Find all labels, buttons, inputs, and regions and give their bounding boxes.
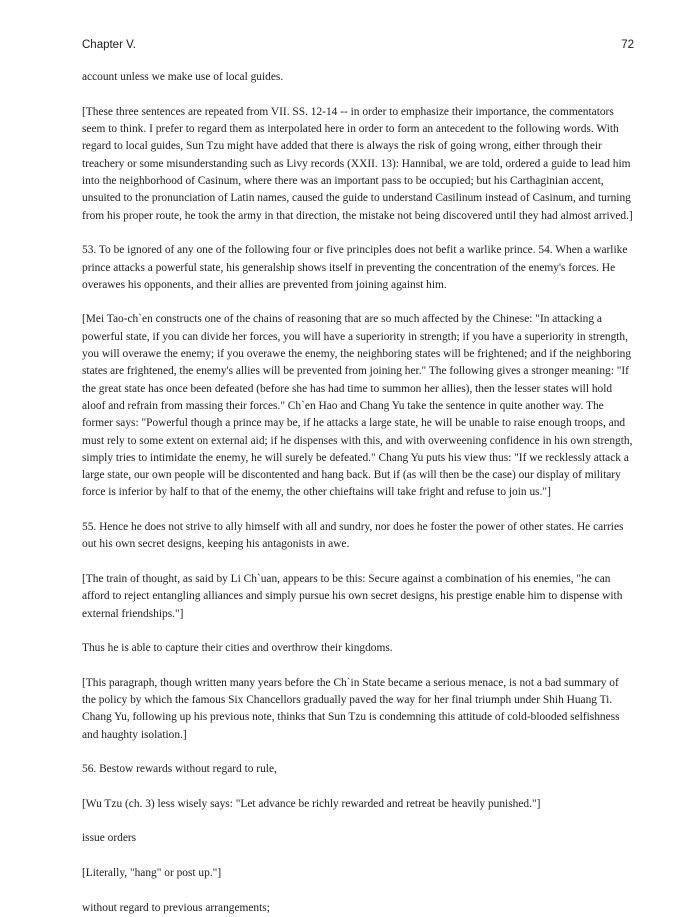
paragraph: 56. Bestow rewards without regard to rule, bbox=[82, 763, 277, 776]
page-body bbox=[82, 69, 634, 917]
page-header bbox=[82, 38, 634, 52]
paragraph: 55. Hence he does not strive to ally himself with all and sundry, nor does he foster the power of other states. He carries out his own secret designs, keeping his antagonists in awe. bbox=[82, 521, 624, 551]
chapter-heading: Chapter V. bbox=[82, 39, 136, 51]
paragraph: [Mei Tao-ch`en constructs one of the chains of reasoning that are so much affected by the Chinese: "In attacking a powerful state, if you can divide her forces, you will have a superiority in strength; if you have a superiority in strength, you will overawe the enemy; if you overawe the enemy, the neighboring states will be frightened; and if the neighboring states are frightened, the enemy's allies will be prevented from joining her." The following gives a stronger meaning: "If the great state has once been defeated (before she has had time to summon her allies), then the lesser states will hold aloof and refrain from massing their forces." Ch`en Hao and Chang Yu take the sentence in quite another way. The former says: "Powerful though a prince may be, if he attacks a large state, he will be unable to raise enough troops, and must rely to some extent on external aid; if he dispenses with this, and with overweening confidence in his own strength, simply tries to intimidate the enemy, he will surely be defeated." Chang Yu puts his view thus: "If we recklessly attack a large state, our own people will be discontented and hang back. But if (as will then be the case) our display of military force is inferior by half to that of the enemy, the other chieftains will take fright and refuse to join us."] bbox=[82, 313, 633, 499]
paragraph: issue orders bbox=[82, 832, 137, 845]
paragraph: [Wu Tzu (ch. 3) less wisely says: "Let advance be richly rewarded and retreat be heavily punished."] bbox=[82, 797, 541, 810]
paragraph: [The train of thought, as said by Li Ch`uan, appears to be this: Secure against a combination of his enemies, "he can afford to reject entangling alliances and simply pursue his own secret designs, his prestige enable him to dispense with external friendships."] bbox=[82, 572, 623, 620]
paragraph: [This paragraph, though written many years before the Ch`in State became a serious menace, is not a bad summary of the policy by which the famous Six Chancellors gradually paved the way for her final triumph under Shih Huang Ti. Chang Yu, following up his previous note, thinks that Sun Tzu is condemning this attitude of cold-blooded selfishness and haughty isolation.] bbox=[82, 676, 620, 741]
paragraph: account unless we make use of local guides. bbox=[82, 71, 284, 84]
paragraph: without regard to previous arrangements; bbox=[82, 901, 270, 914]
page-number: 72 bbox=[621, 39, 634, 51]
paragraph: 53. To be ignored of any one of the following four or five principles does not befit a warlike prince. 54. When a warlike prince attacks a powerful state, his generalship shows itself in preventing the concentration of the enemy's forces. He overawes his opponents, and their allies are prevented from joining against him. bbox=[82, 244, 628, 291]
paragraph: [These three sentences are repeated from VII. SS. 12-14 -- in order to emphasize their importance, the commentators seem to think. I prefer to regard them as interpolated here in order to form an antecedent to the following words. With regard to local guides, Sun Tzu might have added that there is always the risk of going wrong, either through their treachery or some misunderstanding such as Livy records (XXII. 13): Hannibal, we are told, ordered a guide to lead him into the neighborhood of Casinum, where there was an important pass to be occupied; but his Carthaginian accent, unsuited to the pronunciation of Latin names, caused the guide to understand Casilinum instead of Casinum, and turning from his proper route, he took the army in that direction, the mistake not being discovered until they had almost arrived.] bbox=[82, 105, 633, 222]
paragraph: [Literally, "hang" or post up."] bbox=[82, 866, 222, 879]
paragraph: Thus he is able to capture their cities and overthrow their kingdoms. bbox=[82, 642, 393, 655]
